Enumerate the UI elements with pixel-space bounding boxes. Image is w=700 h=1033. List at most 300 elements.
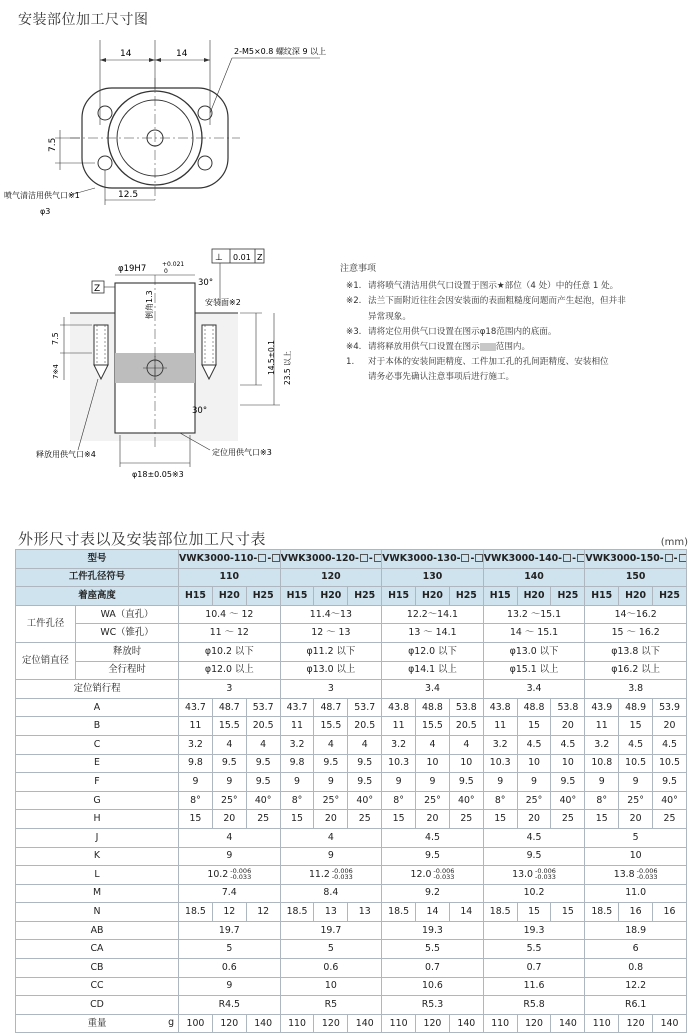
table-cell: 9 [619,773,653,792]
row-label: WA（直孔） [76,605,179,624]
table-cell: 15 [517,903,551,922]
table-cell: 15 [382,810,416,829]
row-label: E [16,754,179,773]
dim-top-right: 14 [176,49,188,59]
table-row [16,642,687,661]
row-label: 定位销直径 [16,642,76,679]
table-cell: 9 [416,773,450,792]
bore-dim: φ19H7 [118,264,147,274]
table-cell: 11 [382,717,416,736]
note-item: ※3. 请将定位用供气口设置在图示φ18范围内的底面。 [346,326,557,337]
table-cell: 9.5 [348,754,382,773]
table-cell: 0.7 [483,959,585,978]
table-cell: 9.5 [212,754,246,773]
bore-tol-up: +0.021 [162,261,185,268]
seat-height: H20 [517,587,551,606]
hole-code: 110 [179,568,281,587]
table-cell: 10.5 [653,754,687,773]
table-cell: 9.8 [179,754,213,773]
table-cell: 120 [517,1014,551,1033]
table-cell: 43.7 [280,698,314,717]
table-cell: 53.8 [551,698,585,717]
table-cell: 8° [280,791,314,810]
table-cell: 40° [551,791,585,810]
table-row [16,605,687,624]
header-model-name: VWK3000-130- - [382,550,484,569]
row-label: B [16,717,179,736]
row-label: M [16,884,179,903]
gdt-symbol: ⊥ [215,253,223,263]
table-cell: 15 [619,717,653,736]
seat-height: H25 [653,587,687,606]
table-cell: 14 ～ 15.1 [483,624,585,643]
table-row [16,568,687,587]
table-cell: 9 [517,773,551,792]
table-cell: 12.0 -0.006 -0.033 [382,866,484,885]
table-cell: 7.4 [179,884,281,903]
chamfer-label: 倒角1.3 [145,290,154,319]
table-cell: 9.5 [382,847,484,866]
table-cell: 9.5 [653,773,687,792]
table-cell: 16 [653,903,687,922]
table-cell: 13.8 -0.006 -0.033 [585,866,687,885]
table-cell: 4 [314,735,348,754]
table-cell: 12 ～ 13 [280,624,382,643]
table-cell: φ14.1 以上 [382,661,484,680]
section-view-drawing [0,245,340,485]
note-item-cont: 异常现象。 [368,311,411,322]
table-cell: 10.2 -0.006 -0.033 [179,866,281,885]
table-row [16,940,687,959]
notes-heading: 注意事项 [340,264,377,274]
table-cell: 9 [179,847,281,866]
table-cell: 9.5 [348,773,382,792]
table-cell: 9 [314,773,348,792]
table-cell: 4 [212,735,246,754]
table-cell: 19.3 [382,921,484,940]
table-cell: 15 [483,810,517,829]
table-cell: 140 [653,1014,687,1033]
table-cell: 13 [314,903,348,922]
table-cell: 12 [212,903,246,922]
table-cell: 10 [517,754,551,773]
table-cell: 25 [653,810,687,829]
table-cell: 25 [449,810,483,829]
seat-height: H15 [382,587,416,606]
table-row [16,996,687,1015]
table-cell: φ15.1 以上 [483,661,585,680]
table-cell: 9 [585,773,619,792]
row-label: CC [16,977,179,996]
table-cell: φ13.8 以下 [585,642,687,661]
row-label: C [16,735,179,754]
table-cell: 0.7 [382,959,484,978]
table-cell: 4.5 [551,735,585,754]
table-cell: 20.5 [246,717,280,736]
top-view-drawing [0,30,340,230]
header-seat: 着座高度 [16,587,179,606]
table-cell: 14 [416,903,450,922]
table-cell: 20.5 [348,717,382,736]
gdt-value: 0.01 [233,253,251,262]
table-cell: 48.7 [314,698,348,717]
table-cell: φ11.2 以下 [280,642,382,661]
seat-height: H20 [619,587,653,606]
table-cell: 3.2 [179,735,213,754]
locate-port-label: 定位用供气口※3 [212,448,272,457]
table-row [16,828,687,847]
header-model: 型号 [16,550,179,569]
spec-table [15,549,687,1033]
table-cell: 3.2 [483,735,517,754]
table-row [16,810,687,829]
dim-top-left: 14 [120,49,132,59]
table-cell: 12 [246,903,280,922]
table-cell: 25 [348,810,382,829]
table-cell: 140 [551,1014,585,1033]
table-cell: 25° [416,791,450,810]
table-row [16,847,687,866]
table-row [16,866,687,885]
table-cell: 19.7 [179,921,281,940]
table-cell: 5 [179,940,281,959]
table-cell: 25° [212,791,246,810]
row-label: CA [16,940,179,959]
port-label: 喷气清洁用供气口※1 [4,191,80,200]
table-cell: 4.5 [382,828,484,847]
table-cell: 10 [416,754,450,773]
row-label: CD [16,996,179,1015]
table-cell: 18.5 [280,903,314,922]
table-cell: 10.2 [483,884,585,903]
table-row [16,717,687,736]
row-label: L [16,866,179,885]
table-cell: 15.5 [416,717,450,736]
seat-height: H25 [348,587,382,606]
table-row [16,921,687,940]
row-label: 释放时 [76,642,179,661]
table-cell: 140 [246,1014,280,1033]
gray-area-swatch [480,343,496,351]
table-cell: 11.6 [483,977,585,996]
seat-height: H25 [246,587,280,606]
row-label: AB [16,921,179,940]
table-cell: 110 [585,1014,619,1033]
table-row [16,977,687,996]
table-row [16,735,687,754]
table-row [16,550,687,569]
table-cell: 4.5 [517,735,551,754]
table-cell: 11 [280,717,314,736]
table-cell: 16 [619,903,653,922]
table-cell: 12.2 [585,977,687,996]
table-row [16,903,687,922]
table-cell: 18.5 [483,903,517,922]
table-cell: 3.4 [382,680,484,699]
table-cell: 43.8 [483,698,517,717]
table-cell: 11.0 [585,884,687,903]
table-cell: 5.5 [483,940,585,959]
row-label: K [16,847,179,866]
table-cell: 53.8 [449,698,483,717]
table-cell: 25° [619,791,653,810]
seat-height: H25 [551,587,585,606]
table-cell: 48.9 [619,698,653,717]
datum-z: Z [94,284,101,294]
table-cell: 5 [585,828,687,847]
table-cell: 10 [280,977,382,996]
table-cell: 11 [179,717,213,736]
table-cell: 13.0 -0.006 -0.033 [483,866,585,885]
table-cell: 11.2 -0.006 -0.033 [280,866,382,885]
table-cell: 15 [585,810,619,829]
table-cell: φ12.0 以下 [382,642,484,661]
dim-7-5: 7.5 [51,332,60,345]
table-cell: 43.8 [382,698,416,717]
table-cell: 53.7 [246,698,280,717]
table-cell: 20 [314,810,348,829]
row-label: 重量 g [16,1014,179,1033]
note-item: ※4. 请将释放用供气口设置在图示 范围内。 [346,342,531,353]
table-cell: 8° [483,791,517,810]
table-cell: 3.2 [280,735,314,754]
table-cell: 4 [179,828,281,847]
table-cell: 9.5 [483,847,585,866]
bore-tol-low: 0 [164,268,168,275]
table-cell: 15 ～ 16.2 [585,624,687,643]
table-cell: 15 [280,810,314,829]
table-cell: 110 [483,1014,517,1033]
dim-height: 7.5 [48,137,58,152]
table-cell: 11.4～13 [280,605,382,624]
table-cell: 10.8 [585,754,619,773]
table-cell: 15 [517,717,551,736]
table-cell: 9.8 [280,754,314,773]
table-row [16,791,687,810]
row-label: 全行程时 [76,661,179,680]
table-cell: 20 [416,810,450,829]
table-cell: 25 [551,810,585,829]
table-cell: 18.5 [382,903,416,922]
table-cell: 13 [348,903,382,922]
table-row [16,754,687,773]
table-cell: 3.8 [585,680,687,699]
table-cell: 4 [348,735,382,754]
table-row [16,661,687,680]
table-cell: 10 [585,847,687,866]
table-cell: 15.5 [212,717,246,736]
table-cell: 9 [483,773,517,792]
table-cell: 10.5 [619,754,653,773]
table-cell: 9.2 [382,884,484,903]
table-cell: 15 [551,903,585,922]
table-cell: 11 [585,717,619,736]
table-cell: 9 [280,773,314,792]
table-cell: 4.5 [483,828,585,847]
row-label: G [16,791,179,810]
table-cell: 9 [179,773,213,792]
hole-code: 130 [382,568,484,587]
table-cell: 10.6 [382,977,484,996]
table-row [16,1014,687,1033]
row-label: A [16,698,179,717]
table-cell: R6.1 [585,996,687,1015]
table-cell: 19.3 [483,921,585,940]
table-cell: 3.2 [585,735,619,754]
table-cell: 10.4 ～ 12 [179,605,281,624]
table-cell: 10 [449,754,483,773]
table-cell: 48.8 [416,698,450,717]
table-cell: 12.2～14.1 [382,605,484,624]
table-cell: 18.9 [585,921,687,940]
table-row [16,587,687,606]
table-row [16,959,687,978]
table-title: 外形尺寸表以及安装部位加工尺寸表 [18,530,267,548]
seat-height: H15 [585,587,619,606]
header-hole-code: 工件孔径符号 [16,568,179,587]
table-cell: 48.7 [212,698,246,717]
table-cell: 20 [551,717,585,736]
table-cell: 53.7 [348,698,382,717]
table-cell: 9.5 [246,773,280,792]
note-item-cont: 请务必事先确认注意事项后进行施工。 [368,372,515,383]
seat-height: H15 [483,587,517,606]
table-row [16,624,687,643]
table-cell: 9.5 [551,773,585,792]
table-cell: 4 [280,828,382,847]
table-cell: 8.4 [280,884,382,903]
row-label: N [16,903,179,922]
table-cell: 4 [246,735,280,754]
release-port-label: 释放用供气口※4 [36,450,96,459]
table-cell: φ13.0 以下 [483,642,585,661]
table-cell: R5 [280,996,382,1015]
table-cell: 9 [212,773,246,792]
table-cell: 0.6 [280,959,382,978]
table-cell: 6 [585,940,687,959]
note-item: ※2. 法兰下面附近往往会因安装面的表面粗糙度问题而产生起泡，但并非 [346,296,626,307]
table-cell: 20 [212,810,246,829]
table-cell: 9 [179,977,281,996]
table-cell: 40° [348,791,382,810]
table-cell: 40° [653,791,687,810]
table-cell: 8° [382,791,416,810]
table-cell: 15.5 [314,717,348,736]
table-cell: 53.9 [653,698,687,717]
seat-height: H20 [416,587,450,606]
seat-height: H15 [280,587,314,606]
table-cell: 10 [551,754,585,773]
header-model-name: VWK3000-140- - [483,550,585,569]
dim-bottom: 12.5 [118,190,139,200]
table-cell: 5.5 [382,940,484,959]
table-cell: 25 [246,810,280,829]
table-cell: 43.7 [179,698,213,717]
table-row [16,698,687,717]
table-cell: R5.8 [483,996,585,1015]
table-cell: 110 [280,1014,314,1033]
row-label: 工件孔径 [16,605,76,642]
table-cell: 8° [179,791,213,810]
table-cell: 11 ～ 12 [179,624,281,643]
table-cell: 20 [653,717,687,736]
drawing-title: 安装部位加工尺寸图 [18,12,149,28]
table-cell: 40° [449,791,483,810]
unit-label: (mm) [660,537,688,548]
table-cell: 40° [246,791,280,810]
angle-top: 30° [198,278,214,288]
header-model-name: VWK3000-150- - [585,550,687,569]
dim-14-5: 14.5±0.1 [267,340,276,375]
table-cell: 9.5 [314,754,348,773]
table-cell: 9 [280,847,382,866]
table-cell: 120 [619,1014,653,1033]
table-cell: 3.4 [483,680,585,699]
row-label: CB [16,959,179,978]
dim-7: 7※4 [52,364,60,379]
row-label: 定位销行程 [16,680,179,699]
table-cell: 4 [416,735,450,754]
seat-height: H20 [212,587,246,606]
table-cell: 4.5 [619,735,653,754]
table-cell: φ16.2 以上 [585,661,687,680]
table-cell: R4.5 [179,996,281,1015]
seat-height: H20 [314,587,348,606]
table-cell: 14～16.2 [585,605,687,624]
table-cell: 9.5 [449,773,483,792]
seat-height: H25 [449,587,483,606]
table-cell: 8° [585,791,619,810]
table-cell: 20 [517,810,551,829]
gdt-ref: Z [257,253,263,262]
seat-height: H15 [179,587,213,606]
table-cell: 120 [212,1014,246,1033]
table-cell: φ13.0 以上 [280,661,382,680]
table-cell: 19.7 [280,921,382,940]
note-item: 1. 对于本体的安装间距精度、工件加工孔的孔间距精度、安装相位 [346,357,609,368]
table-cell: 13 ～ 14.1 [382,624,484,643]
table-cell: 20.5 [449,717,483,736]
table-cell: 120 [314,1014,348,1033]
table-cell: R5.3 [382,996,484,1015]
table-cell: 3.2 [382,735,416,754]
mount-face-label: 安装面※2 [205,298,241,307]
table-cell: 0.8 [585,959,687,978]
table-cell: 0.6 [179,959,281,978]
screw-note: 2-M5×0.8 螺纹深 9 以上 [234,47,327,56]
header-model-name: VWK3000-120- - [280,550,382,569]
table-cell: 4 [449,735,483,754]
table-cell: 20 [619,810,653,829]
hole-code: 150 [585,568,687,587]
hole-code: 140 [483,568,585,587]
table-cell: 4.5 [653,735,687,754]
hole-code: 120 [280,568,382,587]
table-cell: φ12.0 以上 [179,661,281,680]
table-cell: 18.5 [179,903,213,922]
table-cell: 5 [280,940,382,959]
table-cell: φ10.2 以下 [179,642,281,661]
table-cell: 13.2 ～15.1 [483,605,585,624]
table-cell: 9 [382,773,416,792]
dim-23-5: 23.5 以上 [283,350,292,385]
table-cell: 11 [483,717,517,736]
table-cell: 10.3 [382,754,416,773]
table-row [16,884,687,903]
angle-bottom: 30° [192,406,208,416]
notes-block [340,262,685,386]
table-row [16,773,687,792]
